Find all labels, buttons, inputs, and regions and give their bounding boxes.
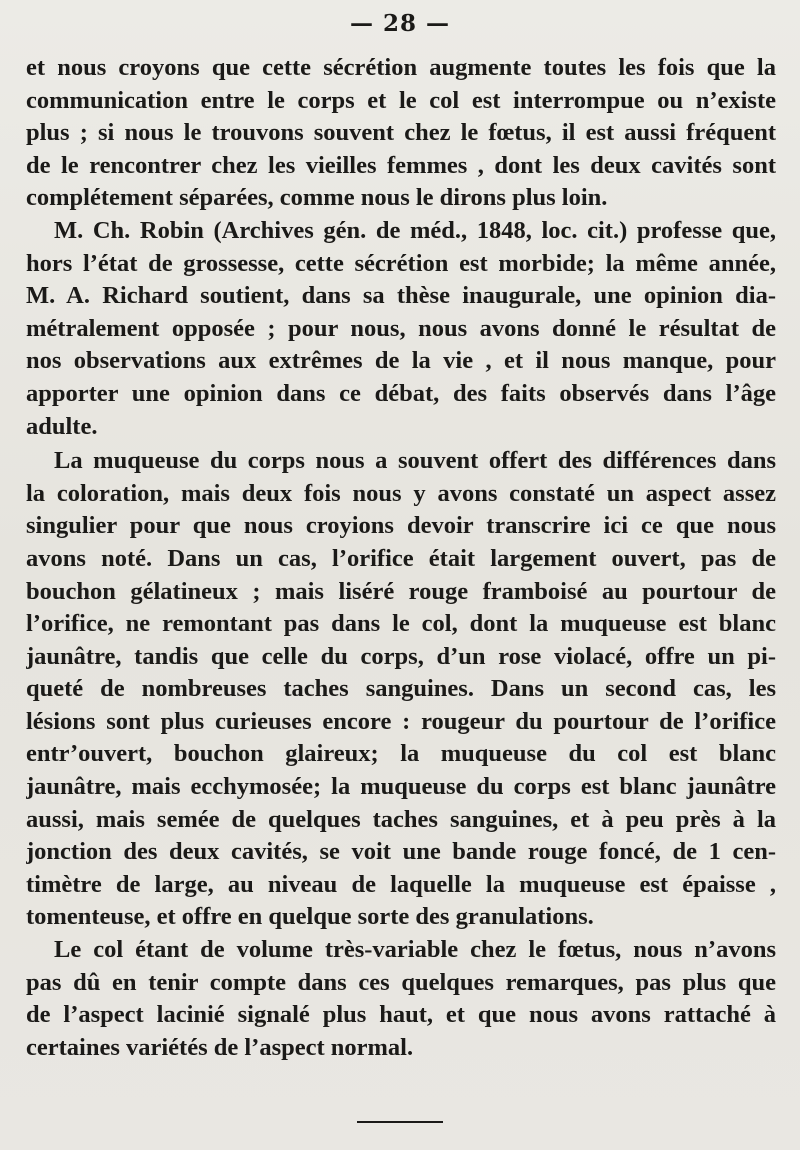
text-line: de l’aspect lacinié signalé plus haut, et que nous avons rattaché à bbox=[26, 1001, 776, 1029]
text-line: Le col étant de volume très-variable chez le fœtus, nous n’avons bbox=[54, 936, 776, 964]
paragraph-1 bbox=[26, 52, 776, 215]
text-line: adulte. bbox=[26, 412, 98, 440]
body-text bbox=[26, 52, 776, 1064]
text-line: métralement opposée ; pour nous, nous avons donné le résultat de bbox=[26, 314, 776, 342]
text-line: de le rencontrer chez les vieilles femmes , dont les deux cavités sont bbox=[26, 151, 776, 179]
text-line: jaunâtre, tandis que celle du corps, d’un rose violacé, offre un pi- bbox=[26, 642, 776, 670]
text-line: certaines variétés de l’aspect normal. bbox=[26, 1033, 414, 1061]
text-line: M. A. Richard soutient, dans sa thèse inaugurale, une opinion dia- bbox=[26, 282, 776, 310]
text-line: bouchon gélatineux ; mais liséré rouge framboisé au pourtour de bbox=[26, 577, 776, 605]
text-line: pas dû en tenir compte dans ces quelques remarques, pas plus que bbox=[26, 968, 776, 996]
text-line: l’orifice, ne remontant pas dans le col, dont la muqueuse est blanc bbox=[26, 610, 776, 638]
text-line: M. Ch. Robin (Archives gén. de méd., 1848, loc. cit.) professe que, bbox=[54, 216, 776, 244]
text-line: lésions sont plus curieuses encore : rougeur du pourtour de l’orifice bbox=[26, 707, 776, 735]
text-line: entr’ouvert, bouchon glaireux; la muqueuse du col est blanc bbox=[26, 740, 776, 768]
text-line: jonction des deux cavités, se voit une bande rouge foncé, de 1 cen- bbox=[26, 838, 776, 866]
text-line: et nous croyons que cette sécrétion augmente toutes les fois que la bbox=[26, 54, 776, 81]
text-line: la coloration, mais deux fois nous y avons constaté un aspect assez bbox=[26, 479, 776, 507]
text-line: nos observations aux extrêmes de la vie , et il nous manque, pour bbox=[26, 347, 776, 375]
text-line: tomenteuse, et offre en quelque sorte des granulations. bbox=[26, 903, 594, 931]
text-line: jaunâtre, mais ecchymosée; la muqueuse du corps est blanc jaunâtre bbox=[26, 773, 776, 801]
text-line: La muqueuse du corps nous a souvent offert des différences dans bbox=[54, 447, 776, 475]
section-divider bbox=[357, 1121, 443, 1123]
text-line: queté de nombreuses taches sanguines. Dans un second cas, les bbox=[26, 675, 776, 703]
text-line: hors l’état de grossesse, cette sécrétion est morbide; la même année, bbox=[26, 249, 776, 277]
paragraph-3 bbox=[26, 445, 776, 934]
text-line: avons noté. Dans un cas, l’orifice était largement ouvert, pas de bbox=[26, 544, 776, 572]
text-line: timètre de large, au niveau de laquelle la muqueuse est épaisse , bbox=[26, 870, 776, 898]
text-line: aussi, mais semée de quelques taches sanguines, et à peu près à la bbox=[26, 805, 776, 833]
page-number: — 28 — bbox=[349, 10, 451, 37]
text-line: plus ; si nous le trouvons souvent chez le fœtus, il est aussi fréquent bbox=[26, 119, 776, 147]
text-line: complétement séparées, comme nous le dirons plus loin. bbox=[26, 184, 608, 212]
text-line: singulier pour que nous croyions devoir transcrire ici ce que nous bbox=[26, 512, 776, 540]
text-line: communication entre le corps et le col est interrompue ou n’existe bbox=[26, 86, 776, 114]
paragraph-4 bbox=[26, 934, 776, 1064]
text-line: apporter une opinion dans ce débat, des faits observés dans l’âge bbox=[26, 379, 776, 407]
paragraph-2 bbox=[26, 215, 776, 443]
